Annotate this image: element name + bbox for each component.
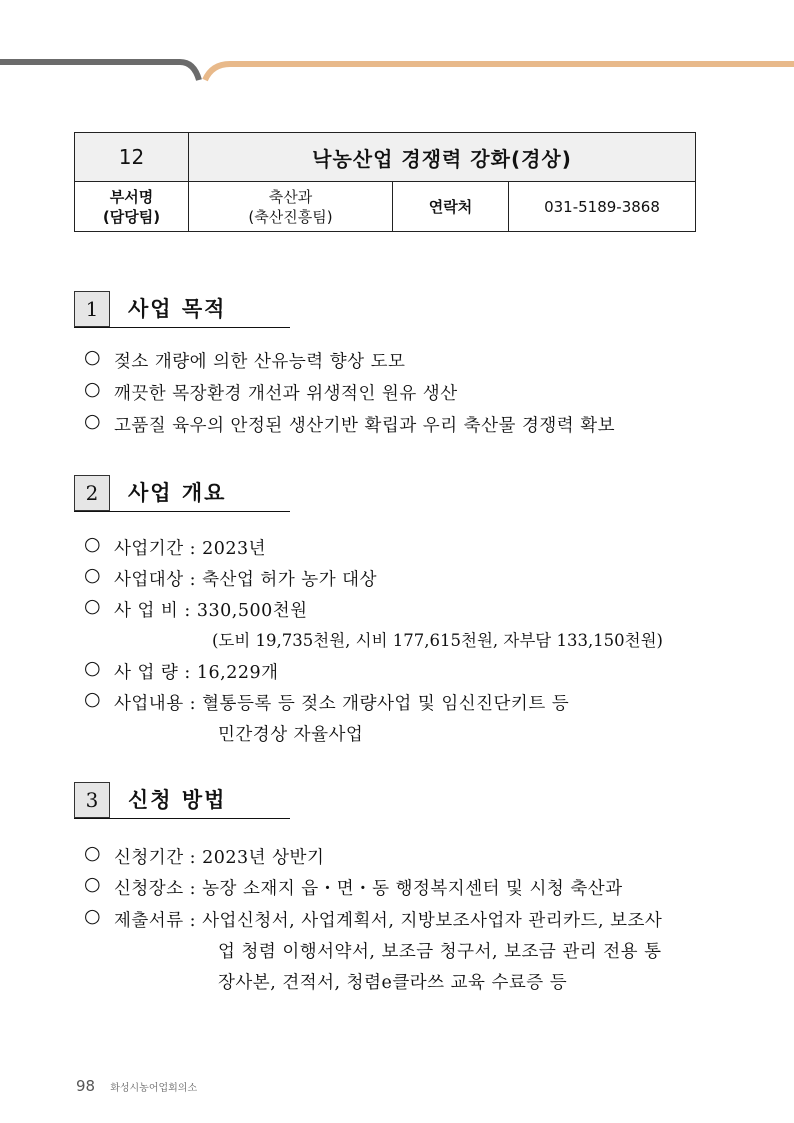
list-item-continuation: (도비 19,735천원, 시비 177,615천원, 자부담 133,150천원)	[212, 631, 663, 650]
section-title: 사업 목적	[128, 297, 227, 321]
list-item: 고품질 육우의 안정된 생산기반 확립과 우리 축산물 경쟁력 확보	[114, 416, 616, 436]
list-item-continuation: 업 청렴 이행서약서, 보조금 청구서, 보조금 관리 전용 통	[218, 942, 662, 962]
bullet-icon: ○	[84, 564, 101, 586]
contact-value: 031-5189-3868	[509, 182, 696, 232]
list-item: 사업대상 : 축산업 허가 농가 대상	[114, 570, 377, 590]
bullet-icon: ○	[84, 595, 101, 617]
bullet-icon: ○	[84, 688, 101, 710]
list-item: 사업내용 : 혈통등록 등 젖소 개량사업 및 임신진단키트 등	[114, 694, 570, 714]
page-footer	[76, 1076, 197, 1095]
bullet-icon: ○	[84, 657, 101, 679]
bullet-icon: ○	[84, 378, 101, 400]
section-heading-purpose	[74, 291, 290, 328]
section-number: 1	[74, 291, 110, 327]
bullet-icon: ○	[84, 346, 101, 368]
project-number: 12	[75, 133, 189, 182]
list-item: 신청장소 : 농장 소재지 읍・면・동 행정복지센터 및 시청 축산과	[114, 879, 623, 899]
list-item: 사업기간 : 2023년	[114, 539, 267, 559]
section-number: 2	[74, 475, 110, 511]
page-number: 98	[76, 1077, 96, 1095]
list-item: 신청기간 : 2023년 상반기	[114, 848, 325, 868]
list-item: 젖소 개량에 의한 산유능력 향상 도모	[114, 352, 406, 372]
organization-name: 화성시농어업회의소	[110, 1083, 198, 1094]
dept-label: 부서명 (담당팀)	[75, 182, 189, 232]
section-title: 사업 개요	[128, 481, 227, 505]
section-heading-overview	[74, 475, 290, 512]
bullet-icon: ○	[84, 873, 101, 895]
list-item: 사 업 비 : 330,500천원	[114, 601, 308, 621]
list-item-continuation: 민간경상 자율사업	[218, 725, 364, 745]
dept-value: 축산과 (축산진흥팀)	[189, 182, 393, 232]
section-number: 3	[74, 782, 110, 818]
contact-label: 연락처	[393, 182, 509, 232]
bullet-icon: ○	[84, 842, 101, 864]
header-decoration	[0, 0, 794, 90]
project-info-table	[74, 132, 696, 232]
bullet-icon: ○	[84, 410, 101, 432]
section-heading-application	[74, 782, 290, 819]
list-item: 깨끗한 목장환경 개선과 위생적인 원유 생산	[114, 384, 458, 404]
project-title: 낙농산업 경쟁력 강화(경상)	[189, 133, 696, 182]
list-item: 사 업 량 : 16,229개	[114, 663, 279, 683]
section-title: 신청 방법	[128, 788, 227, 812]
list-item-continuation: 장사본, 견적서, 청렴e클라쓰 교육 수료증 등	[218, 973, 568, 993]
bullet-icon: ○	[84, 905, 101, 927]
bullet-icon: ○	[84, 533, 101, 555]
list-item: 제출서류 : 사업신청서, 사업계획서, 지방보조사업자 관리카드, 보조사	[114, 911, 663, 931]
